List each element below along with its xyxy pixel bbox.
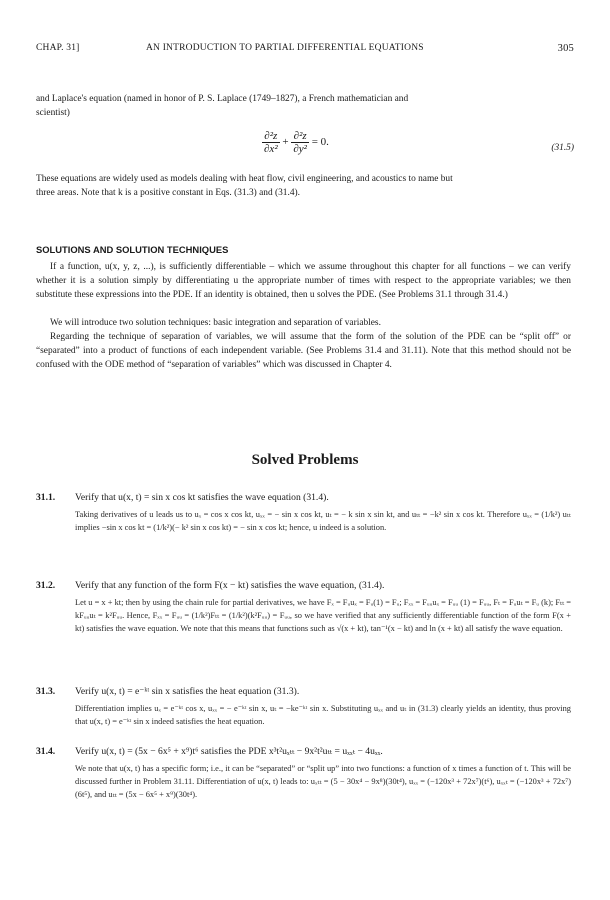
problem-number: 31.4. — [36, 746, 56, 757]
problem-solution: Let u = x + kt; then by using the chain rule for partial derivatives, we have Fₓ = Fᵤuₓ = Fᵤ(1) = Fᵤ; Fₓₓ = Fᵤᵤuₓ = Fᵤᵤ (1) = Fᵤᵤ, Fₜ = Fᵤuₜ = Fᵤ (k); Fₜₜ = kFᵤᵤuₜ = k²Fᵤᵤ. Hence, Fₓₓ = Fᵤᵤ = (1/k²)Fₜₜ = (1/k²)(k²Fᵤᵤ) = Fᵤᵤ, so we have verified that any sufficiently differentiable function of the form F(x + kt) satisfies the wave equation. We note that this means that functions such as √(x + kt), tan⁻¹(x − kt) and ln (x + kt) all satisfy the wave equation. — [75, 598, 571, 633]
section-paragraph-2: We will introduce two solution techniques: basic integration and separation of variables. — [50, 318, 381, 328]
chapter-title: AN INTRODUCTION TO PARTIAL DIFFERENTIAL EQUATIONS — [146, 43, 424, 53]
laplace-equation — [262, 130, 329, 155]
numerator: ∂²z — [291, 130, 309, 143]
denominator: ∂y² — [293, 143, 307, 155]
problem-statement: Verify u(x, t) = e⁻ᵏᵗ sin x satisfies the heat equation (31.3). — [75, 686, 300, 697]
after-line-1: These equations are widely used as models dealing with heat flow, civil engineering, and acoustics to name but — [36, 174, 453, 184]
page-number: 305 — [557, 43, 574, 54]
section-heading: SOLUTIONS AND SOLUTION TECHNIQUES — [36, 244, 229, 255]
denominator: ∂x² — [264, 143, 278, 155]
after-line-2: three areas. Note that k is a positive constant in Eqs. (31.3) and (31.4). — [36, 188, 300, 198]
problem-solution: Taking derivatives of u leads us to uₓ = cos x cos kt, uₓₓ = − sin x cos kt, uₜ = − k sin x sin kt, and uₜₜ = −k² sin x cos kt. Therefore uₓₓ = (1/k²) uₜₜ implies −sin x cos kt = (1/k²)(− k² sin x cos kt) = − sin x cos kt; hence, u indeed is a solution. — [75, 510, 571, 532]
fraction-d2z-dx2 — [262, 130, 280, 155]
numerator: ∂²z — [262, 130, 280, 143]
problem-statement: Verify that any function of the form F(x − kt) satisfies the wave equation, (31.4). — [75, 580, 385, 591]
problem-solution: Differentiation implies uₓ = e⁻ᵏᵗ cos x, uₓₓ = − e⁻ᵏᵗ sin x, uₜ = −ke⁻ᵏᵗ sin x. Substituting uₓₓ and uₜ in (31.3) clearly yields an identity, thus proving that u(x, t) = e⁻ᵏᵗ sin x indeed satisfies the heat equation. — [75, 704, 571, 726]
section-paragraph-3: Regarding the technique of separation of variables, we will assume that the form of the solution of the PDE can be “split off” or “separated” into a product of functions of each independent variable. (See Problems 31.4 and 31.11). Note that this method should not be confused with the ODE method of “separation of variables” which was discussed in Chapter 4. — [36, 332, 571, 370]
problem-number: 31.2. — [36, 580, 56, 591]
equals-zero: = 0. — [311, 136, 329, 149]
intro-line-1: and Laplace's equation (named in honor of P. S. Laplace (1749–1827), a French mathematician and — [36, 94, 409, 104]
solved-problems-title: Solved Problems — [251, 452, 359, 468]
section-paragraph-1: If a function, u(x, y, z, ...), is sufficiently differentiable – which we assume throughout this chapter for all functions – we can verify whether it is a solution simply by differentiating u the appropriate number of times with respect to the appropriate variables; we then substitute these expressions into the PDE. If an identity is obtained, then u solves the PDE. (See Problems 31.1 through 31.4.) — [36, 262, 571, 300]
problem-statement: Verify that u(x, t) = sin x cos kt satisfies the wave equation (31.4). — [75, 492, 329, 503]
running-header — [36, 43, 574, 57]
problem-number: 31.3. — [36, 686, 56, 697]
fraction-d2z-dy2 — [291, 130, 309, 155]
problem-solution: We note that u(x, t) has a specific form; i.e., it can be “separated” or “split up” into two functions: a function of x times a function of t. This will be discussed further in Problem 31.11. Differentiation of u(x, t) leads to: uₓₜₜ = (5 − 30x⁴ − 9x⁸)(30t⁴), uₓₓ = (−120x³ + 72x⁷)(t⁶), uₓₓₜ = (−120x³ + 72x⁷)(6t⁵), and uₜₜ = (5x − 6x⁵ + x⁹)(30t⁴). — [75, 764, 571, 799]
chapter-label: CHAP. 31] — [36, 43, 80, 53]
intro-line-2: scientist) — [36, 108, 70, 118]
problem-statement: Verify u(x, t) = (5x − 6x⁵ + x⁹)t⁶ satisfies the PDE x³t²uₓₜₜ − 9x²t²uₜₜ = uₓₓₜ − 4uₓₓ. — [75, 746, 383, 757]
problem-number: 31.1. — [36, 492, 56, 503]
plus-sign: + — [282, 136, 289, 149]
equation-tag: (31.5) — [551, 143, 574, 153]
